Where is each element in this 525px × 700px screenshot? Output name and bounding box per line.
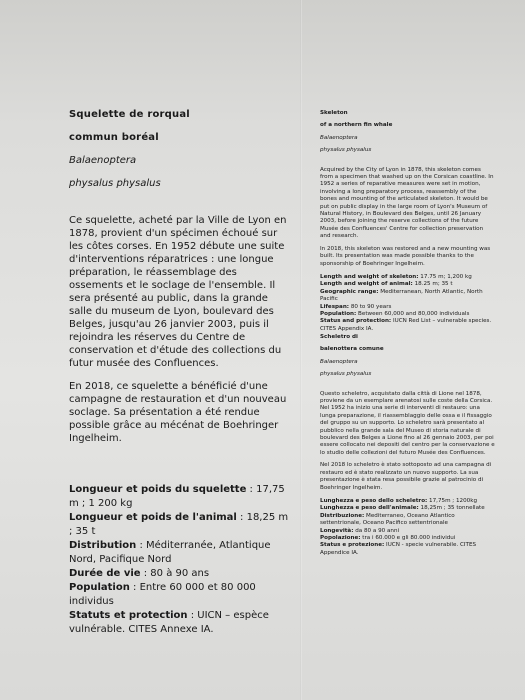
fact-value: tra i 60.000 e gli 80.000 individui: [360, 534, 456, 541]
french-facts: [69, 483, 294, 637]
english-title: [320, 110, 495, 155]
paragraph: In 2018, this skeleton was restored and a new mounting was built. Its presentation was made possible thanks to the sponsorship of Boehringer Ingelheim.: [320, 245, 491, 267]
fact-row: [320, 274, 495, 281]
fact-label: Length and weight of animal:: [320, 281, 413, 288]
latin-name-line: Balaenoptera: [320, 358, 358, 365]
fact-value: Mediterranean, North Atlantic, North Pacific: [320, 288, 483, 303]
panel-seam: [300, 0, 302, 700]
fact-row: [69, 483, 294, 511]
fact-label: Statuts et protection: [69, 610, 188, 621]
fact-label: Geographic range:: [320, 288, 379, 295]
fact-row: [320, 289, 495, 304]
fact-label: Length and weight of skeleton:: [320, 273, 419, 280]
fact-label: Status and protection:: [320, 318, 392, 325]
fact-label: Durée de vie: [69, 568, 141, 579]
english-column: [320, 110, 495, 333]
fact-value: 18,25m ; 35 tonnellate: [418, 505, 485, 512]
fact-row: [320, 505, 495, 512]
fact-row: [320, 535, 495, 542]
fact-value: : 17,75 m ; 1 200 kg: [69, 484, 285, 509]
fact-label: Distribution: [69, 540, 137, 551]
fact-row: [69, 567, 294, 581]
fact-row: [320, 528, 495, 535]
fact-label: Population: [69, 582, 130, 593]
fact-value: : Entre 60 000 et 80 000 individus: [69, 582, 256, 607]
fact-value: : 80 à 90 ans: [140, 568, 210, 579]
fact-value: da 80 a 90 anni: [353, 527, 400, 534]
fact-value: Mediterraneo, Oceano Atlantico settentrionale, Oceano Pacifico settentrionale: [320, 512, 455, 527]
fact-value: Between 60,000 and 80,000 individuals: [356, 310, 470, 317]
french-column: [69, 108, 294, 637]
paragraph: Nel 2018 lo scheletro è stato sottoposto ad una campagna di restauro ed è stato realizzato un nuovo supporto. La sua presentazione è stata resa possibile grazie al patrocinio di Boehringer Ingelheim.: [320, 462, 492, 491]
italian-column: [320, 334, 495, 557]
fact-value: 18.25 m; 35 t: [412, 281, 453, 288]
french-body: [69, 214, 294, 445]
fact-row: [320, 542, 495, 557]
paragraph: Ce squelette, acheté par la Ville de Lyon en 1878, provient d'un spécimen échoué sur les côtes corses. En 1952 débute une suite d'interventions réparatrices : une longue préparation, le réassemblage des ossements et le soclage de l'ensemble. Il sera présenté au public, dans la grande salle du museum de Lyon, boulevard des Belges, jusqu'au 26 janvier 2003, puis il rejoindra les réserves du Centre de conservation et d'étude des collections du futur musée des Confluences.: [69, 215, 287, 369]
english-body: [320, 167, 495, 268]
paragraph: En 2018, ce squelette a bénéficié d'une campagne de restauration et d'un nouveau soclage. Sa présentation a été rendue possible grâce au mécénat de Boehringer Ingelheim.: [69, 381, 287, 444]
fact-value: IUCN Red List – vulnerable species. CITES Appendix IA.: [320, 318, 492, 332]
fact-row: [320, 281, 495, 288]
italian-body: [320, 391, 495, 492]
fact-label: Lunghezza e peso dello scheletro:: [320, 497, 428, 504]
title-line: Skeleton: [320, 110, 348, 116]
latin-name-line: Balaenoptera: [320, 134, 358, 141]
fact-label: Distribuzione:: [320, 512, 365, 519]
title-line: Scheletro di: [320, 334, 358, 340]
fact-value: 17.75 m; 1,200 kg: [418, 273, 472, 280]
fact-row: [320, 304, 495, 311]
title-line: of a northern fin whale: [320, 122, 393, 129]
fact-row: [69, 511, 294, 539]
fact-label: Lunghezza e peso dell'animale:: [320, 505, 419, 512]
fact-row: [320, 318, 495, 333]
fact-label: Longevità:: [320, 527, 354, 534]
fact-value: 17,75m ; 1200kg: [427, 497, 477, 504]
italian-title: [320, 334, 495, 379]
fact-label: Popolazione:: [320, 534, 361, 541]
fact-row: [320, 513, 495, 528]
fact-label: Longueur et poids du squelette: [69, 484, 247, 495]
fact-label: Lifespan:: [320, 303, 350, 310]
title-line: commun boréal: [69, 132, 159, 143]
paragraph: Questo scheletro, acquistato dalla città di Lione nel 1878, proviene da un esemplare arenatosi sulle coste della Corsica. Nel 1952 ha inizio una serie di interventi di restauro: una lunga preparazione, il riassemblaggio delle ossa e il fissaggio del gruppo su un supporto. Lo scheletro sarà presentato al pubblico nella grande sala del Museo di storia naturale di boulevard des Belges a Lione fino al 26 gennaio 2003, per poi essere collocato nei depositi del centro per la conservazione e lo studio delle collezioni del futuro Musée des Confluences.: [320, 390, 495, 456]
fact-value: : 18,25 m ; 35 t: [69, 512, 289, 537]
latin-name-line: physalus physalus: [69, 178, 161, 189]
latin-name-line: physalus physalus: [320, 371, 372, 378]
latin-name-line: physalus physalus: [320, 147, 372, 154]
fact-label: Longueur et poids de l'animal: [69, 512, 237, 523]
fact-value: 80 to 90 years: [349, 303, 392, 310]
fact-row: [69, 609, 294, 637]
paragraph: Acquired by the City of Lyon in 1878, this skeleton comes from a specimen that washed up on the Corsican coastline. In 1952 a series of reparative measures were set in motion, involving a long preparatory process, reassembly of the bones and mounting of the articulated skeleton. It would be put on public display in the large room of Lyon's Museum of Natural History, in Boulevard des Belges, until 26 January 2003, before joining the reserve collections of the future Musée des Confluences' Centre for collection preservation and research.: [320, 166, 494, 240]
french-title: [69, 108, 294, 190]
latin-name-line: Balaenoptera: [69, 155, 137, 166]
fact-label: Population:: [320, 310, 357, 317]
fact-row: [320, 311, 495, 318]
fact-value: IUCN - specie vulnerabile. CITES Appendice IA.: [320, 542, 477, 556]
title-line: balenottera comune: [320, 346, 384, 353]
english-facts: [320, 274, 495, 333]
fact-value: : UICN – espèce vulnérable. CITES Annexe IA.: [69, 610, 269, 635]
italian-facts: [320, 498, 495, 557]
title-line: Squelette de rorqual: [69, 109, 190, 120]
fact-row: [320, 498, 495, 505]
fact-row: [69, 581, 294, 609]
fact-row: [69, 539, 294, 567]
fact-label: Status e protezione:: [320, 542, 385, 549]
fact-value: : Méditerranée, Atlantique Nord, Pacifique Nord: [69, 540, 271, 565]
